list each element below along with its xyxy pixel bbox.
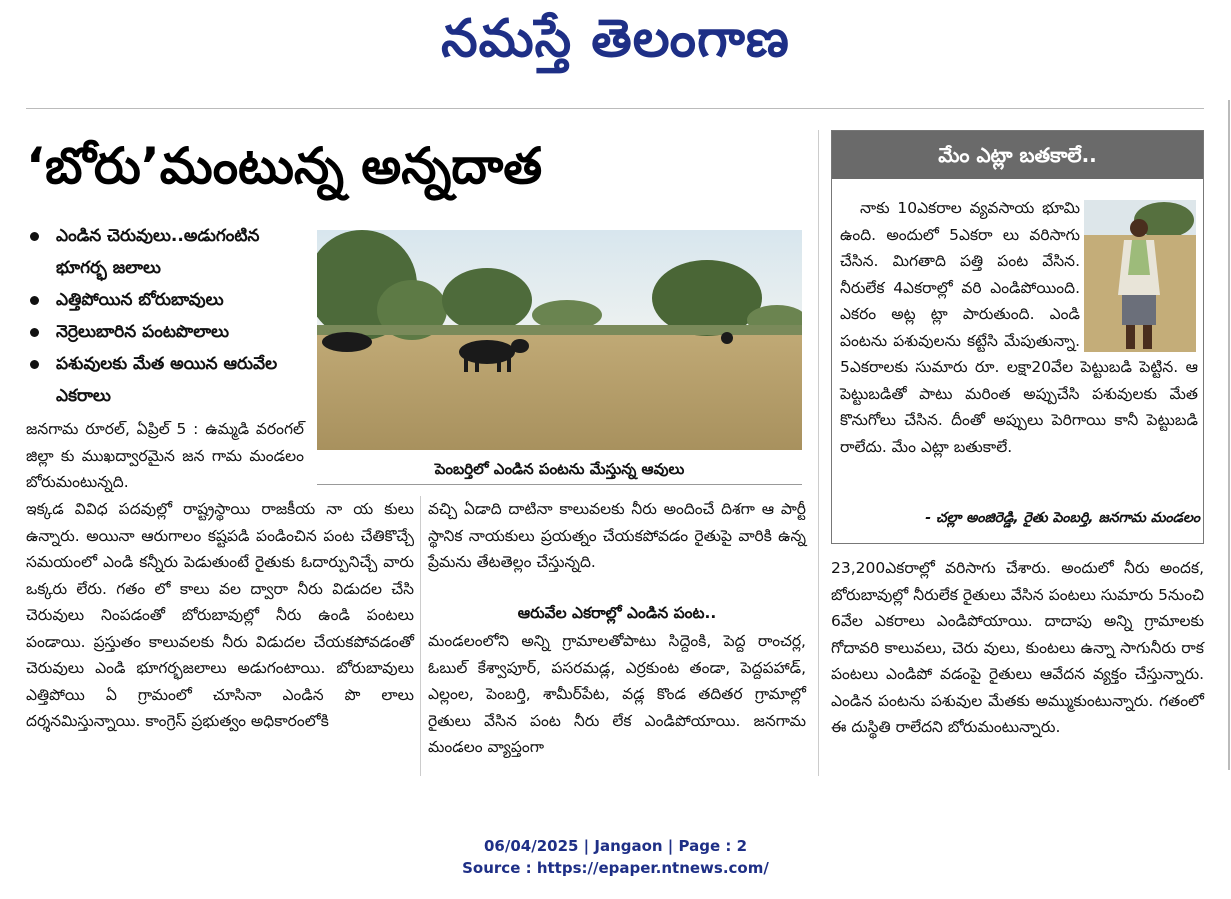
section-subhead: ఆరువేల ఎకరాల్లో ఎండిన పంట..	[517, 604, 717, 622]
photo-caption: పెంబర్తిలో ఎండిన పంటను మేస్తున్న ఆవులు	[434, 460, 685, 478]
column-2-body: వచ్చి ఏడాది దాటినా కాలువలకు నీరు అందించే దిశగా ఆ పార్టీ స్థానిక నాయకులు ప్రయత్నం చేయకపోవడం రైతుపై వారికి ఉన్న ప్రేమను తేటతెల్లం చేస్తున్నది.	[428, 500, 806, 571]
column-divider	[818, 130, 819, 776]
top-rule	[26, 108, 1204, 109]
column-1-body: ఇక్కడ వివిధ పదవుల్లో రాష్ట్రస్థాయి రాజకీయ నా య కులు ఉన్నారు. అయినా ఆరుగాలం కష్టపడి పండించిన పంట చేతికొచ్చే సమయంలో ఎండి కన్నీరు పెడుతుంటే రైతుకు ఓదార్పునిచ్చే వారు ఒక్కరు లేరు. గతం లో కాలు వల ద్వారా నీరు విడుదల చేసి చెరువులు నింపడంతో బోరుబావుల్లో నీరు ఉండి పంటలు పండాయి. ప్రస్తుతం కాలువలకు నీరు విడుదల చేయకపోవడంతో చెరువులు ఎండి భూగర్భజలాలు అడుగంటాయి. బోరుబావులు ఎత్తిపోయి ఏ గ్రామంలో చూసినా ఎండిన పొ లాలు దర్శనమిస్తున్నాయి. కాంగ్రెస్ ప్రభుత్వం అధికారంలోకి	[26, 500, 414, 730]
footer-source-line: Source : https://epaper.ntnews.com/	[462, 859, 769, 877]
column-divider	[420, 496, 421, 776]
photo-wrap-spacer	[1080, 195, 1198, 347]
right-border-line	[1228, 100, 1230, 770]
sidebar-box-quote	[840, 195, 1198, 460]
bullet-item: పశువులకు మేత అయిన ఆరువేల ఎకరాలు	[26, 348, 316, 412]
field-photo-image	[317, 230, 802, 450]
headline: ‘బోరు’మంటున్న అన్నదాత	[26, 137, 543, 195]
bullet-list	[26, 220, 316, 412]
bullet-item: ఎత్తిపోయిన బోరుబావులు	[26, 284, 316, 316]
caption-rule	[317, 484, 802, 485]
sidebar-box-quote-text: నాకు 10ఎకరాల వ్యవసాయ భూమి ఉంది. అందులో 5ఎకరా లు వరిసాగు చేసిన. మిగతాది పత్తి పంట వేసిన. నీరులేక 4ఎకరాల్లో వరి ఎండిపోయింది. ఎకరం అట్ల ట్లా పారుతుంది. ఎండి పంటను పశువులను కట్టేసి మేపుతున్నా. 5ఎకరాలకు సుమారు రూ. లక్షా20వేల పెట్టుబడి పెట్టిన. ఆ పెట్టుబడితో పాటు మరింత అప్పుచేసి పశువులకు మేత కొనుగోలు చేసిన. దీంతో అప్పులు పెరిగాయి కానీ పెట్టుబడి రాలేదు. మేం ఎట్లా బతుకాలే.	[840, 199, 1198, 456]
field-photo	[317, 230, 802, 450]
sidebar-box-header: మేం ఎట్లా బతకాలే..	[832, 131, 1203, 179]
column-3-body: 23,200ఎకరాల్లో వరిసాగు చేశారు. అందులో నీరు అందక, బోరుబావుల్లో నీరులేక రైతులు వేసిన పంటలు సుమారు 5నుంచి 6వేల ఎకరాలు ఎండిపోయాయి. దాదాపు అన్ని గ్రామాలకు గోదావరి కాలువలు, చెరు వులు, కుంటలు ఉన్నా సాగునీరు రాక పంటలు ఎండిపో వడంపై రైతులు ఆవేదన వ్యక్తం చేస్తున్నారు. ఎండిన పంటను పశువుల మేతకు అమ్ముకుంటున్నారు. గతంలో ఈ దుస్థితి రాలేదని బోరుమంటున్నారు.	[831, 559, 1204, 736]
column-1-lead: జనగామ రూరల్, ఏప్రిల్ 5 : ఉమ్మడి వరంగల్ జిల్లా కు ముఖద్వారమైన జన గామ మండలం బోరుమంటున్నది.	[26, 420, 304, 491]
column-2-body-continued: మండలంలోని అన్ని గ్రామాలతోపాటు సిద్దెంకి, పెద్ద రాంచర్ల, ఓబుల్ కేశ్వాపూర్, పసరమడ్ల, ఎర్రకుంట తండా, పెద్దపహాడ్, ఎల్లంల, పెంబర్తి, శామీర్‌పేట, వడ్ల కొండ తదితర గ్రామాల్లో రైతులు వేసిన పంట నీరు లేక ఎండిపోయాయి. జనగామ మండలం వ్యాప్తంగా	[428, 632, 806, 756]
page-footer	[0, 835, 1231, 879]
footer-date-line: 06/04/2025 | Jangaon | Page : 2	[483, 837, 748, 855]
sidebar-box-signature: - చల్లా అంజిరెడ్డి, రైతు పెంబర్తి, జనగామ మండలం	[925, 510, 1200, 526]
bullet-item: ఎండిన చెరువులు..అడుగంటిన భూగర్భ జలాలు	[26, 220, 316, 284]
bullet-item: నెర్రెలుబారిన పంటపొలాలు	[26, 316, 316, 348]
masthead	[0, 0, 1231, 80]
masthead-title: నమస్తే తెలంగాణ	[441, 9, 790, 69]
